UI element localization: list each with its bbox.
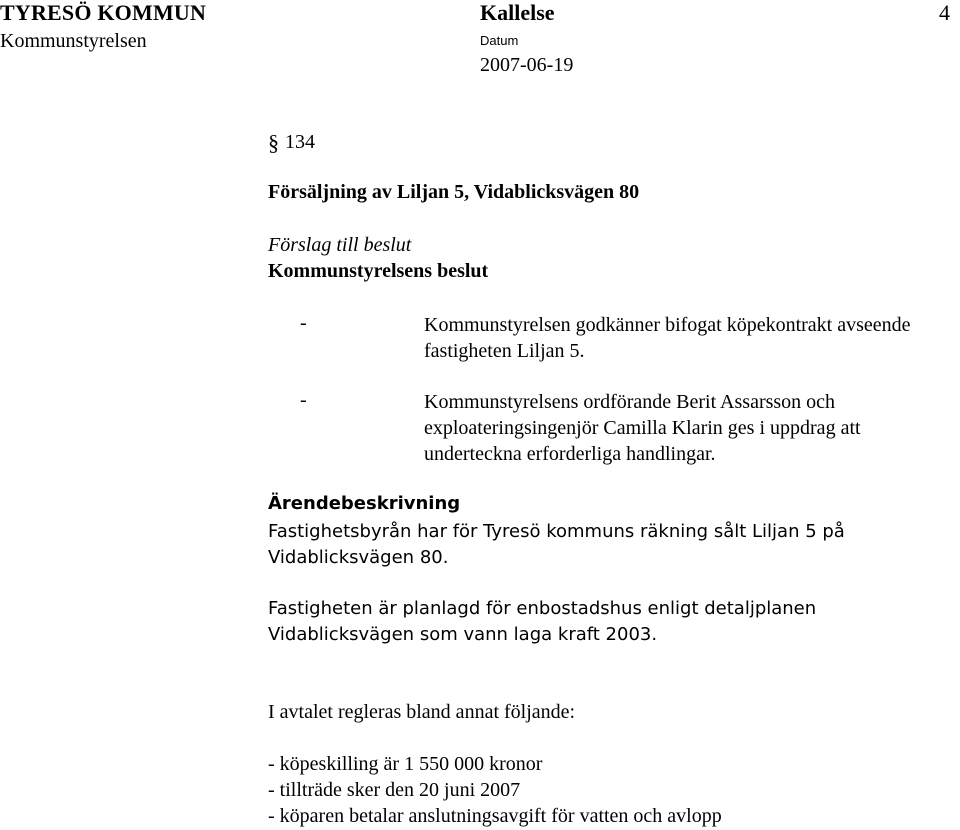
department-name: Kommunstyrelsen — [0, 30, 147, 52]
decision-item-text: Kommunstyrelsen godkänner bifogat köpekontrakt avseende fastigheten Liljan 5. — [424, 314, 911, 362]
date-label: Datum — [480, 33, 519, 48]
proposal-heading: Förslag till beslut — [268, 234, 412, 256]
organization-name: TYRESÖ KOMMUN — [0, 0, 207, 25]
agreement-intro: I avtalet regleras bland annat följande: — [268, 701, 576, 723]
paragraph-number: 134 — [285, 131, 315, 153]
agreement-terms-list — [268, 751, 722, 829]
bullet-dash: - — [300, 312, 307, 334]
bullet-dash: - — [300, 389, 307, 411]
document-type: Kallelse — [480, 0, 555, 25]
agreement-term: - tillträde sker den 20 juni 2007 — [268, 779, 521, 801]
page-number: 4 — [939, 0, 950, 25]
case-description-heading: Ärendebeskrivning — [268, 493, 461, 514]
case-description-paragraph: Fastighetsbyrån har för Tyresö kommuns räkning sålt Liljan 5 på Vidablicksvägen 80. — [268, 521, 845, 568]
case-title: Försäljning av Liljan 5, Vidablicksvägen 80 — [268, 181, 640, 203]
document-date: 2007-06-19 — [480, 54, 574, 76]
case-description-paragraph: Fastigheten är planlagd för enbostadshus enligt detaljplanen Vidablicksvägen som vann laga kraft 2003. — [268, 598, 817, 645]
decision-heading: Kommunstyrelsens beslut — [268, 260, 489, 282]
decision-item-text: Kommunstyrelsens ordförande Berit Assarsson och exploateringsingenjör Camilla Klarin ges i uppdrag att underteckna erforderliga handlingar. — [424, 391, 861, 465]
section-symbol: § — [268, 130, 279, 155]
paragraph-marker — [268, 128, 315, 154]
agreement-term: - köparen betalar anslutningsavgift för vatten och avlopp — [268, 805, 722, 827]
agreement-term: - köpeskilling är 1 550 000 kronor — [268, 753, 543, 775]
